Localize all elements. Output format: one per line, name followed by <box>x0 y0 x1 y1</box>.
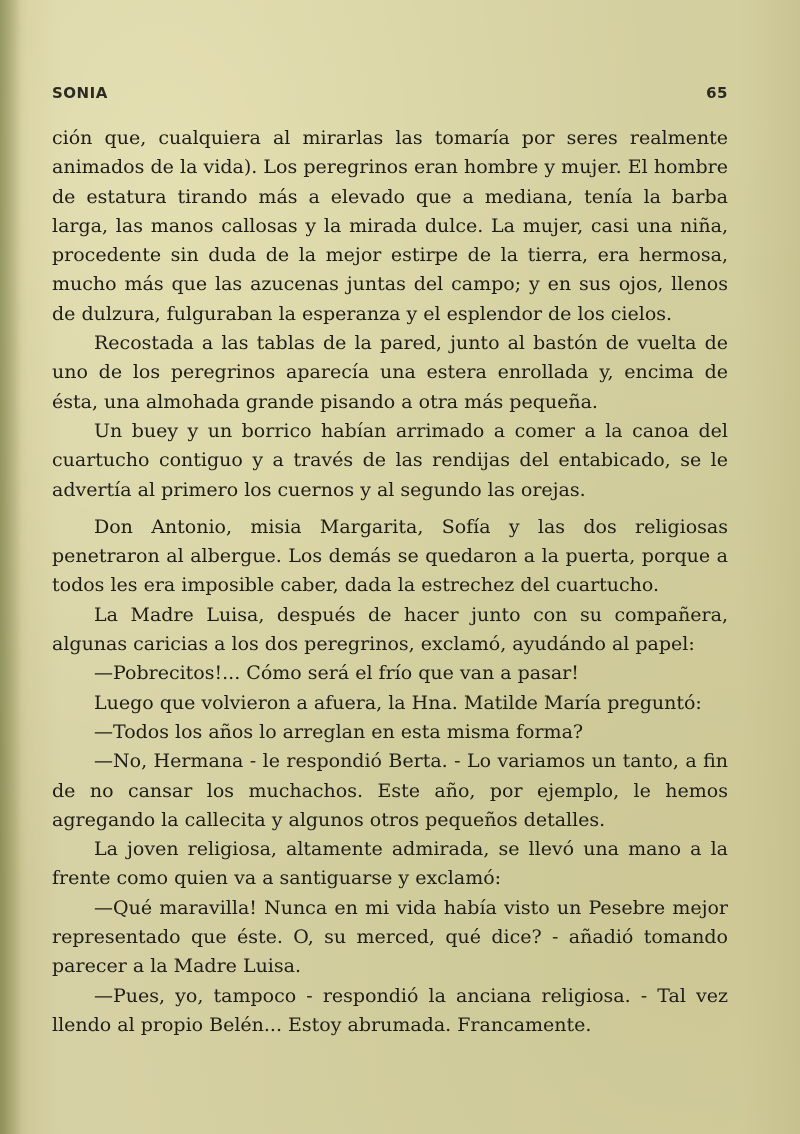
running-header <box>52 84 728 108</box>
paragraph: La Madre Luisa, después de hacer junto con su compañera, algunas caricias a los dos peregrinos, exclamó, ayudándo al papel: <box>52 603 728 656</box>
dialogue-line: —Todos los años lo arreglan en esta misma forma? <box>94 720 584 743</box>
dialogue-line: —No, Hermana - le respondió Berta. - Lo variamos un tanto, a fin de no cansar los muchachos. Este año, por ejemplo, le hemos agregando la callecita y algunos otros pequeños detalles. <box>52 750 728 831</box>
paragraph: Don Antonio, misia Margarita, Sofía y las dos religiosas penetraron al albergue. Los demás se quedaron a la puerta, porque a todos les era imposible caber, dada la estrechez del cuartucho. <box>52 515 728 597</box>
paragraph: ción que, cualquiera al mirarlas las tomaría por seres realmente animados de la vida). Los peregrinos eran hombre y mujer. El hombre de estatura tirando más a elevado que a mediana, tenía la barba larga, las manos callosas y la mirada dulce. La mujer, casi una niña, procedente sin duda de la mejor estirpe de la tierra, era hermosa, mucho más que las azucenas juntas del campo; y en sus ojos, llenos de dulzura, fulguraban la esperanza y el esplendor de los cielos. <box>52 127 728 325</box>
paragraph: Recostada a las tablas de la pared, junto al bastón de vuelta de uno de los peregrinos aparecía una estera enrollada y, encima de ésta, una almohada grande pisando a otra más pequeña. <box>52 332 728 413</box>
paragraph: Luego que volvieron a afuera, la Hna. Matilde María preguntó: <box>94 691 702 714</box>
dialogue-line: —Pobrecitos!... Cómo será el frío que van a pasar! <box>94 662 579 685</box>
page-edge-shadow <box>0 0 22 1134</box>
paragraph: Un buey y un borrico habían arrimado a comer a la canoa del cuartucho contiguo y a través de las rendijas del entabicado, se le advertía al primero los cuernos y al segundo las orejas. <box>52 419 728 501</box>
page-number: 65 <box>706 84 728 102</box>
dialogue-line: —Pues, yo, tampoco - respondió la anciana religiosa. - Tal vez llendo al propio Belén... Estoy abrumada. Francamente. <box>52 984 728 1036</box>
dialogue-line: —Qué maravilla! Nunca en mi vida había visto un Pesebre mejor representado que éste. O, su merced, qué dice? - añadió tomando parecer a la Madre Luisa. <box>52 896 728 978</box>
running-title: SONIA <box>52 84 108 102</box>
paragraph: La joven religiosa, altamente admirada, se llevó una mano a la frente como quien va a santiguarse y exclamó: <box>52 838 728 890</box>
body-text <box>52 124 728 1040</box>
